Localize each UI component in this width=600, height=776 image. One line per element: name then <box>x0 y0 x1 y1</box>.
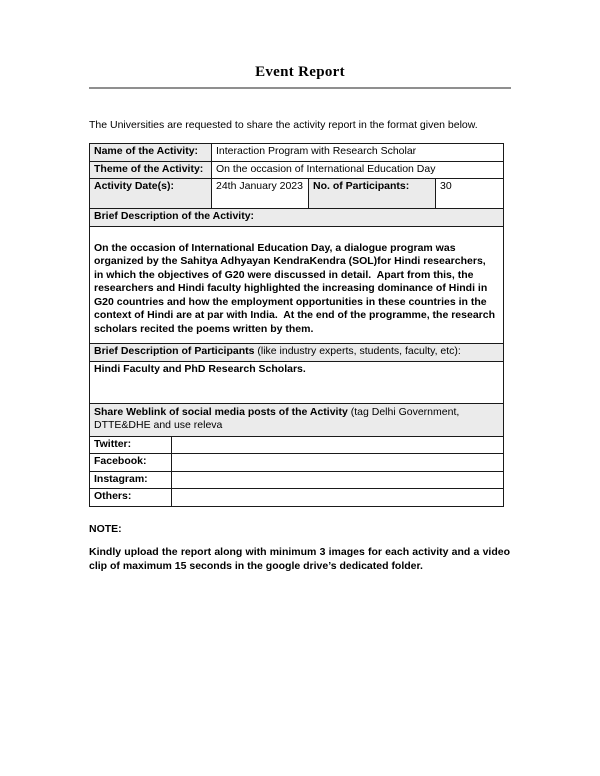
facebook-value-cell[interactable] <box>171 454 503 471</box>
row-instagram <box>90 472 503 490</box>
page-title: Event Report <box>255 64 345 80</box>
description-header-label: Brief Description of the Activity: <box>90 209 503 226</box>
row-activity-name <box>90 144 503 162</box>
activity-name-value: Interaction Program with Research Scholar <box>211 144 503 161</box>
activity-theme-label: Theme of the Activity: <box>90 162 211 179</box>
intro-text: The Universities are requested to share the activity report in the format given below. <box>89 119 478 131</box>
weblink-header-rest: (tag Delhi Government, DTTE&DHE and use releva <box>94 405 460 431</box>
participants-count-label: No. of Participants: <box>308 179 435 208</box>
row-twitter <box>90 437 503 455</box>
facebook-label: Facebook: <box>94 455 147 467</box>
title-block <box>89 63 511 89</box>
participants-desc-header-rest: (like industry experts, students, faculty, etc): <box>254 345 461 357</box>
row-activity-theme <box>90 162 503 180</box>
row-date-participants <box>90 179 503 209</box>
others-value-cell[interactable] <box>171 489 503 506</box>
activity-theme-value: On the occasion of International Education Day <box>211 162 503 179</box>
participants-count-value: 30 <box>435 179 503 208</box>
note-body: Kindly upload the report along with minimum 3 images for each activity and a video clip of maximum 15 seconds in the google drive’s dedicated folder. <box>89 545 510 572</box>
note-section <box>89 523 510 574</box>
activity-date-label: Activity Date(s): <box>90 179 211 208</box>
event-report-table <box>89 143 504 507</box>
row-description-header <box>90 209 503 227</box>
weblink-header-bold: Share Weblink of social media posts of the Activity <box>94 405 348 418</box>
row-others <box>90 489 503 506</box>
others-label: Others: <box>94 490 132 502</box>
twitter-value-cell[interactable] <box>171 437 503 454</box>
row-weblink-header <box>90 404 503 437</box>
row-description-body <box>90 227 503 345</box>
instagram-label: Instagram: <box>94 472 148 485</box>
instagram-value-cell[interactable] <box>171 472 503 489</box>
twitter-label: Twitter: <box>94 437 132 450</box>
participants-desc-text: Hindi Faculty and PhD Research Scholars. <box>94 362 306 375</box>
participants-desc-header <box>90 344 503 361</box>
row-participants-desc-header <box>90 344 503 362</box>
activity-date-value: 24th January 2023 <box>211 179 308 208</box>
weblink-header <box>90 404 503 436</box>
participants-desc-header-bold: Brief Description of Participants <box>94 345 255 357</box>
row-facebook <box>90 454 503 472</box>
row-participants-desc-body <box>90 362 503 404</box>
description-text: On the occasion of International Education Day, a dialogue program was organized by the Sahitya Adhyayan KendraKendra (SOL)for Hindi researchers, in which the objectives of G20 were discussed in detail. Apart from this, the researchers and Hindi faculty highlighted the increasing dominance of Hindi in G20 countries and how the employment opportunities in these countries in the context of Hindi are at par with India. At the end of the programme, the research scholars recited the poems written by them. <box>94 241 498 335</box>
activity-name-label: Name of the Activity: <box>90 144 211 161</box>
note-heading: NOTE: <box>89 522 122 535</box>
